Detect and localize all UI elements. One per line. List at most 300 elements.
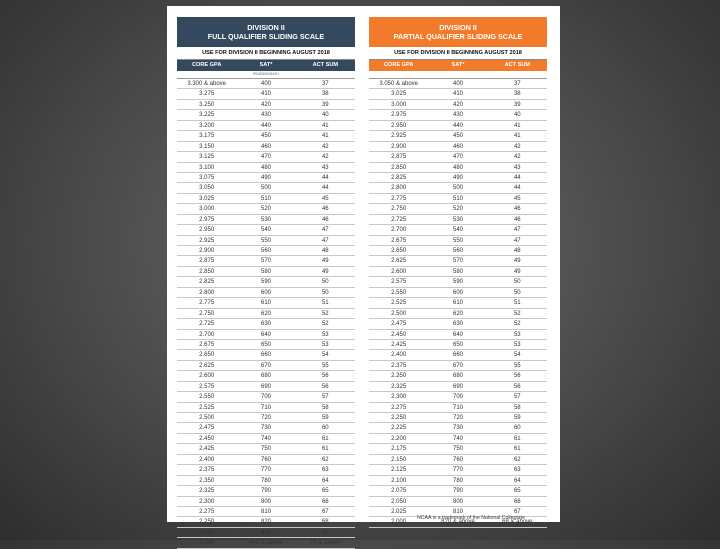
act-sum-cell: 58 <box>321 404 329 411</box>
table-row <box>369 497 547 507</box>
core-gpa-cell: 2.700 <box>391 227 407 234</box>
table-row <box>177 340 355 350</box>
core-gpa-cell: 3.050 & above <box>379 81 419 87</box>
partial-subtitle: USE FOR DIVISION II BEGINNING AUGUST 2018 <box>369 47 547 60</box>
act-sum-cell: 41 <box>513 133 521 140</box>
core-gpa-cell: 3.275 <box>199 91 215 98</box>
table-row <box>369 204 547 214</box>
sat-cell: 470 <box>452 154 463 161</box>
table-row <box>177 476 355 486</box>
act-sum-cell: 49 <box>321 258 329 265</box>
sat-cell: 770 <box>452 467 463 474</box>
core-gpa-cell: 2.525 <box>391 300 407 307</box>
core-gpa-cell: 2.725 <box>391 216 407 223</box>
sat-cell: 660 <box>260 352 271 359</box>
act-sum-cell: 38 <box>513 91 521 98</box>
core-gpa-cell: 2.450 <box>199 435 215 442</box>
sat-cell: 430 <box>452 112 463 119</box>
core-gpa-cell: 2.475 <box>391 321 407 328</box>
act-sum-cell: 62 <box>513 456 521 463</box>
core-gpa-cell: 2.375 <box>391 362 407 369</box>
sat-cell: 790 <box>260 488 271 495</box>
act-sum-cell: 60 <box>321 425 329 432</box>
sat-cell: 730 <box>452 425 463 432</box>
core-gpa-cell: 2.825 <box>391 174 407 181</box>
table-row <box>177 225 355 235</box>
sat-cell: 640 <box>260 331 271 338</box>
table-row <box>369 455 547 465</box>
act-sum-cell: 50 <box>321 279 329 286</box>
partial-column-note <box>369 71 547 79</box>
core-gpa-cell: 3.175 <box>199 133 215 140</box>
sat-cell: 790 <box>452 488 463 495</box>
act-sum-cell: 65 <box>321 488 329 495</box>
table-row <box>177 100 355 110</box>
core-gpa-cell: 2.300 <box>391 394 407 401</box>
sat-cell: 520 <box>452 206 463 213</box>
table-row <box>177 215 355 225</box>
act-sum-cell: 42 <box>513 143 521 150</box>
table-row <box>369 152 547 162</box>
act-sum-cell: 45 <box>321 195 329 202</box>
core-gpa-cell: 2.375 <box>199 467 215 474</box>
table-row <box>177 392 355 402</box>
table-row <box>177 455 355 465</box>
full-qualifier-table <box>177 17 355 549</box>
sat-cell: 650 <box>452 341 463 348</box>
act-sum-cell: 70 & above <box>310 540 341 547</box>
sat-cell: 740 <box>260 435 271 442</box>
table-row <box>177 183 355 193</box>
sat-cell: 760 <box>452 456 463 463</box>
sat-cell: 680 <box>260 373 271 380</box>
core-gpa-cell: 2.900 <box>391 143 407 150</box>
sat-cell: 610 <box>260 300 271 307</box>
act-sum-cell: 68 & above <box>502 519 533 526</box>
core-gpa-cell: 2.275 <box>391 404 407 411</box>
sat-cell: 810 <box>260 508 271 515</box>
sat-cell: 700 <box>452 394 463 401</box>
sat-cell: 500 <box>260 185 271 192</box>
full-column-headers <box>177 60 355 71</box>
sat-cell: 620 <box>260 310 271 317</box>
table-row <box>369 486 547 496</box>
sat-cell: 590 <box>452 279 463 286</box>
core-gpa-cell: 2.675 <box>199 341 215 348</box>
core-gpa-cell: 2.450 <box>391 331 407 338</box>
table-row <box>177 110 355 120</box>
col-sat: SAT* <box>451 62 465 68</box>
sat-cell: 560 <box>452 248 463 254</box>
act-sum-cell: 63 <box>513 467 521 474</box>
act-sum-cell: 62 <box>321 456 329 463</box>
sat-cell: 610 <box>452 300 463 307</box>
sat-cell: 670 <box>452 362 463 369</box>
act-sum-cell: 39 <box>513 101 521 108</box>
sat-cell: 400 <box>260 81 271 87</box>
table-row <box>177 413 355 423</box>
table-row <box>177 256 355 266</box>
act-sum-cell: 52 <box>513 310 521 317</box>
sat-cell: 810 <box>452 508 463 515</box>
table-row <box>369 236 547 246</box>
core-gpa-cell: 2.575 <box>391 279 407 286</box>
core-gpa-cell: 2.700 <box>199 331 215 338</box>
act-sum-cell: 37 <box>321 81 329 87</box>
act-sum-cell: 61 <box>321 446 329 453</box>
full-subtitle: USE FOR DIVISION II BEGINNING AUGUST 2018 <box>177 47 355 60</box>
table-row <box>369 163 547 173</box>
core-gpa-cell: 2.550 <box>199 394 215 401</box>
act-sum-cell: 44 <box>321 174 329 181</box>
act-sum-cell: 61 <box>513 446 521 453</box>
table-row <box>369 298 547 308</box>
sliding-scale-sheet <box>167 6 560 547</box>
sat-cell: 410 <box>452 91 463 98</box>
table-row <box>177 507 355 517</box>
core-gpa-cell: 2.025 <box>391 508 407 515</box>
partial-qualifier-table <box>369 17 547 528</box>
act-sum-cell: 63 <box>321 467 329 474</box>
act-sum-cell: 55 <box>513 362 521 369</box>
sat-cell: 480 <box>260 164 271 171</box>
core-gpa-cell: 3.100 <box>199 164 215 171</box>
table-row <box>177 434 355 444</box>
core-gpa-cell: 3.225 <box>199 112 215 119</box>
act-sum-cell: 41 <box>321 122 329 129</box>
core-gpa-cell: 2.000 <box>391 519 407 526</box>
core-gpa-cell: 2.900 <box>199 248 215 254</box>
sat-cell: 620 <box>452 310 463 317</box>
table-row <box>177 465 355 475</box>
table-row <box>177 131 355 141</box>
sat-cell: 600 <box>260 289 271 296</box>
sat-cell: 650 <box>260 341 271 348</box>
core-gpa-cell: 2.325 <box>391 383 407 390</box>
core-gpa-cell: 3.125 <box>199 154 215 161</box>
sat-cell: 800 <box>260 498 271 505</box>
table-row <box>369 173 547 183</box>
sat-cell: 630 <box>260 321 271 328</box>
act-sum-cell: 49 <box>321 268 329 275</box>
act-sum-cell: 56 <box>321 383 329 390</box>
act-sum-cell: 47 <box>321 237 329 244</box>
table-row <box>177 423 355 433</box>
core-gpa-cell: 2.050 <box>391 498 407 505</box>
table-row <box>369 288 547 298</box>
act-sum-cell: 60 <box>513 425 521 432</box>
core-gpa-cell: 2.975 <box>199 216 215 223</box>
table-row <box>369 423 547 433</box>
sat-cell: 670 <box>260 362 271 369</box>
partial-rows <box>369 79 547 528</box>
table-row <box>369 413 547 423</box>
act-sum-cell: 50 <box>513 289 521 296</box>
core-gpa-cell: 2.425 <box>199 446 215 453</box>
table-row <box>177 236 355 246</box>
table-row <box>177 350 355 360</box>
sat-cell: 780 <box>260 477 271 484</box>
table-row <box>177 79 355 89</box>
act-sum-cell: 66 <box>321 498 329 505</box>
core-gpa-cell: 2.525 <box>199 404 215 411</box>
act-sum-cell: 67 <box>321 508 329 515</box>
act-sum-cell: 53 <box>513 331 521 338</box>
act-sum-cell: 43 <box>513 164 521 171</box>
sat-cell: 690 <box>452 383 463 390</box>
core-gpa-cell: 3.250 <box>199 101 215 108</box>
act-sum-cell: 56 <box>321 373 329 380</box>
act-sum-cell: 54 <box>513 352 521 359</box>
sat-cell: 700 <box>260 394 271 401</box>
sat-cell: 580 <box>260 268 271 275</box>
act-sum-cell: 49 <box>513 268 521 275</box>
table-row <box>177 330 355 340</box>
act-sum-cell: 54 <box>321 352 329 359</box>
table-row <box>177 204 355 214</box>
sat-cell: 420 <box>260 101 271 108</box>
act-sum-cell: 67 <box>513 508 521 515</box>
act-sum-cell: 64 <box>513 477 521 484</box>
table-row <box>177 194 355 204</box>
partial-title-line2: PARTIAL QUALIFIER SLIDING SCALE <box>393 32 523 41</box>
table-row <box>369 319 547 329</box>
table-row <box>177 403 355 413</box>
core-gpa-cell: 2.100 <box>391 477 407 484</box>
full-qualifier-header <box>177 17 355 47</box>
core-gpa-cell: 2.150 <box>391 456 407 463</box>
core-gpa-cell: 2.825 <box>199 279 215 286</box>
act-sum-cell: 65 <box>513 488 521 495</box>
sat-cell: 760 <box>260 456 271 463</box>
sat-cell: 440 <box>260 122 271 129</box>
table-row <box>369 444 547 454</box>
sat-cell: 770 <box>260 467 271 474</box>
core-gpa-cell: 3.075 <box>199 174 215 181</box>
col-act-sum: ACT SUM <box>504 62 531 68</box>
act-sum-cell: 50 <box>513 279 521 286</box>
table-row <box>369 89 547 99</box>
table-row <box>369 131 547 141</box>
act-sum-cell: 42 <box>321 143 329 150</box>
table-row <box>177 152 355 162</box>
sat-cell: 590 <box>260 279 271 286</box>
core-gpa-cell: 2.950 <box>199 227 215 234</box>
act-sum-cell: 46 <box>321 216 329 223</box>
act-sum-cell: 58 <box>513 404 521 411</box>
partial-column-headers <box>369 60 547 71</box>
table-row <box>369 382 547 392</box>
core-gpa-cell: 3.150 <box>199 143 215 150</box>
core-gpa-cell: 2.250 <box>199 519 215 526</box>
sat-cell: 420 <box>452 101 463 108</box>
act-sum-cell: 56 <box>513 373 521 380</box>
col-core-gpa: CORE GPA <box>191 62 222 68</box>
sat-cell: 660 <box>452 352 463 359</box>
sat-cell: 600 <box>452 289 463 296</box>
act-sum-cell: 41 <box>321 133 329 140</box>
core-gpa-cell: 3.300 & above <box>187 81 227 87</box>
core-gpa-cell: 3.025 <box>391 91 407 98</box>
core-gpa-cell: 2.225 <box>391 425 407 432</box>
sat-cell: 710 <box>452 404 463 411</box>
sat-cell: 840 & above <box>249 540 283 547</box>
act-sum-cell: 47 <box>513 227 521 234</box>
act-sum-cell: 44 <box>321 185 329 192</box>
core-gpa-cell: 2.800 <box>199 289 215 296</box>
partial-title-line1: DIVISION II <box>439 23 477 32</box>
table-row <box>369 194 547 204</box>
table-row <box>369 392 547 402</box>
core-gpa-cell: 2.500 <box>391 310 407 317</box>
table-row <box>369 340 547 350</box>
sat-cell: 750 <box>452 446 463 453</box>
sat-cell: 460 <box>452 143 463 150</box>
core-gpa-cell: 2.975 <box>391 112 407 119</box>
core-gpa-cell: 2.875 <box>199 258 215 265</box>
sat-cell: 400 <box>452 81 463 87</box>
sat-cell: 550 <box>452 237 463 244</box>
sat-cell: 680 <box>452 373 463 380</box>
act-sum-cell: 57 <box>321 394 329 401</box>
act-sum-cell: 39 <box>321 101 329 108</box>
core-gpa-cell: 2.475 <box>199 425 215 432</box>
core-gpa-cell: 2.875 <box>391 154 407 161</box>
core-gpa-cell: 2.625 <box>391 258 407 265</box>
core-gpa-cell: 2.600 <box>199 373 215 380</box>
full-column-note <box>177 71 355 79</box>
table-row <box>177 267 355 277</box>
table-row <box>177 121 355 131</box>
sat-cell: 530 <box>452 216 463 223</box>
core-gpa-cell: 2.125 <box>391 467 407 474</box>
core-gpa-cell: 2.250 <box>391 415 407 421</box>
full-title-line2: FULL QUALIFIER SLIDING SCALE <box>207 32 325 41</box>
core-gpa-cell: 2.400 <box>199 456 215 463</box>
core-gpa-cell: 3.200 <box>199 122 215 129</box>
sat-cell: 490 <box>260 174 271 181</box>
sat-cell: 550 <box>260 237 271 244</box>
table-row <box>369 434 547 444</box>
sat-note: READING/MATH <box>253 72 279 76</box>
sat-cell: 460 <box>260 143 271 150</box>
table-row <box>177 277 355 287</box>
act-sum-cell: 55 <box>321 362 329 369</box>
core-gpa-cell: 2.625 <box>199 362 215 369</box>
act-sum-cell: 50 <box>321 289 329 296</box>
sat-cell: 490 <box>452 174 463 181</box>
act-sum-cell: 40 <box>513 112 521 119</box>
act-sum-cell: 52 <box>321 310 329 317</box>
core-gpa-cell: 2.675 <box>391 237 407 244</box>
act-sum-cell: 61 <box>321 435 329 442</box>
act-sum-cell: 52 <box>321 321 329 328</box>
table-row <box>369 476 547 486</box>
sat-cell: 730 <box>260 425 271 432</box>
act-sum-cell: 45 <box>513 195 521 202</box>
col-core-gpa: CORE GPA <box>383 62 414 68</box>
sat-cell: 690 <box>260 383 271 390</box>
table-row <box>177 163 355 173</box>
core-gpa-cell: 2.350 <box>199 477 215 484</box>
sat-cell: 430 <box>260 112 271 119</box>
table-row <box>369 256 547 266</box>
act-sum-cell: 49 <box>513 258 521 265</box>
sat-cell: 750 <box>260 446 271 453</box>
core-gpa-cell: 2.850 <box>199 268 215 275</box>
full-rows <box>177 79 355 549</box>
core-gpa-cell: 2.400 <box>391 352 407 359</box>
core-gpa-cell: 2.550 <box>391 289 407 296</box>
sat-cell: 820 <box>260 519 271 526</box>
table-row <box>177 173 355 183</box>
table-row <box>177 444 355 454</box>
table-row <box>369 183 547 193</box>
table-row <box>369 330 547 340</box>
core-gpa-cell: 2.775 <box>391 195 407 202</box>
act-sum-cell: 40 <box>321 112 329 119</box>
core-gpa-cell: 2.725 <box>199 321 215 328</box>
table-row <box>177 371 355 381</box>
sat-cell: 630 <box>452 321 463 328</box>
table-row <box>369 309 547 319</box>
act-sum-cell: 53 <box>513 341 521 348</box>
sat-cell: 580 <box>452 268 463 275</box>
table-row <box>369 215 547 225</box>
table-row <box>369 361 547 371</box>
sat-cell: 830 <box>260 529 271 536</box>
col-sat: SAT* <box>259 62 273 68</box>
table-row <box>369 225 547 235</box>
core-gpa-cell: 2.300 <box>199 498 215 505</box>
act-sum-cell: 37 <box>513 81 521 87</box>
core-gpa-cell: 2.350 <box>391 373 407 380</box>
core-gpa-cell: 2.075 <box>391 488 407 495</box>
core-gpa-cell: 2.750 <box>391 206 407 213</box>
core-gpa-cell: 3.000 <box>199 206 215 213</box>
table-row <box>177 497 355 507</box>
table-row <box>177 517 355 527</box>
core-gpa-cell: 2.750 <box>199 310 215 317</box>
act-sum-cell: 59 <box>513 415 521 421</box>
core-gpa-cell: 2.800 <box>391 185 407 192</box>
core-gpa-cell: 2.600 <box>391 268 407 275</box>
act-sum-cell: 64 <box>321 477 329 484</box>
core-gpa-cell: 3.050 <box>199 185 215 192</box>
core-gpa-cell: 2.275 <box>199 508 215 515</box>
footnote: NCAA is a trademark of the National Collegiate <box>417 515 525 521</box>
table-row <box>177 142 355 152</box>
sat-cell: 540 <box>452 227 463 234</box>
act-sum-cell: 42 <box>513 154 521 161</box>
core-gpa-cell: 2.650 <box>391 248 407 254</box>
act-sum-cell: 41 <box>513 122 521 129</box>
core-gpa-cell: 2.775 <box>199 300 215 307</box>
sat-cell: 540 <box>260 227 271 234</box>
core-gpa-cell: 2.925 <box>199 237 215 244</box>
table-row <box>177 382 355 392</box>
sat-cell: 450 <box>452 133 463 140</box>
act-sum-cell: 47 <box>513 237 521 244</box>
sat-cell: 500 <box>452 185 463 192</box>
act-sum-cell: 56 <box>513 383 521 390</box>
table-row <box>369 371 547 381</box>
table-row <box>369 142 547 152</box>
table-row <box>177 89 355 99</box>
col-act-sum: ACT SUM <box>312 62 339 68</box>
table-row <box>369 100 547 110</box>
act-sum-cell: 53 <box>321 341 329 348</box>
